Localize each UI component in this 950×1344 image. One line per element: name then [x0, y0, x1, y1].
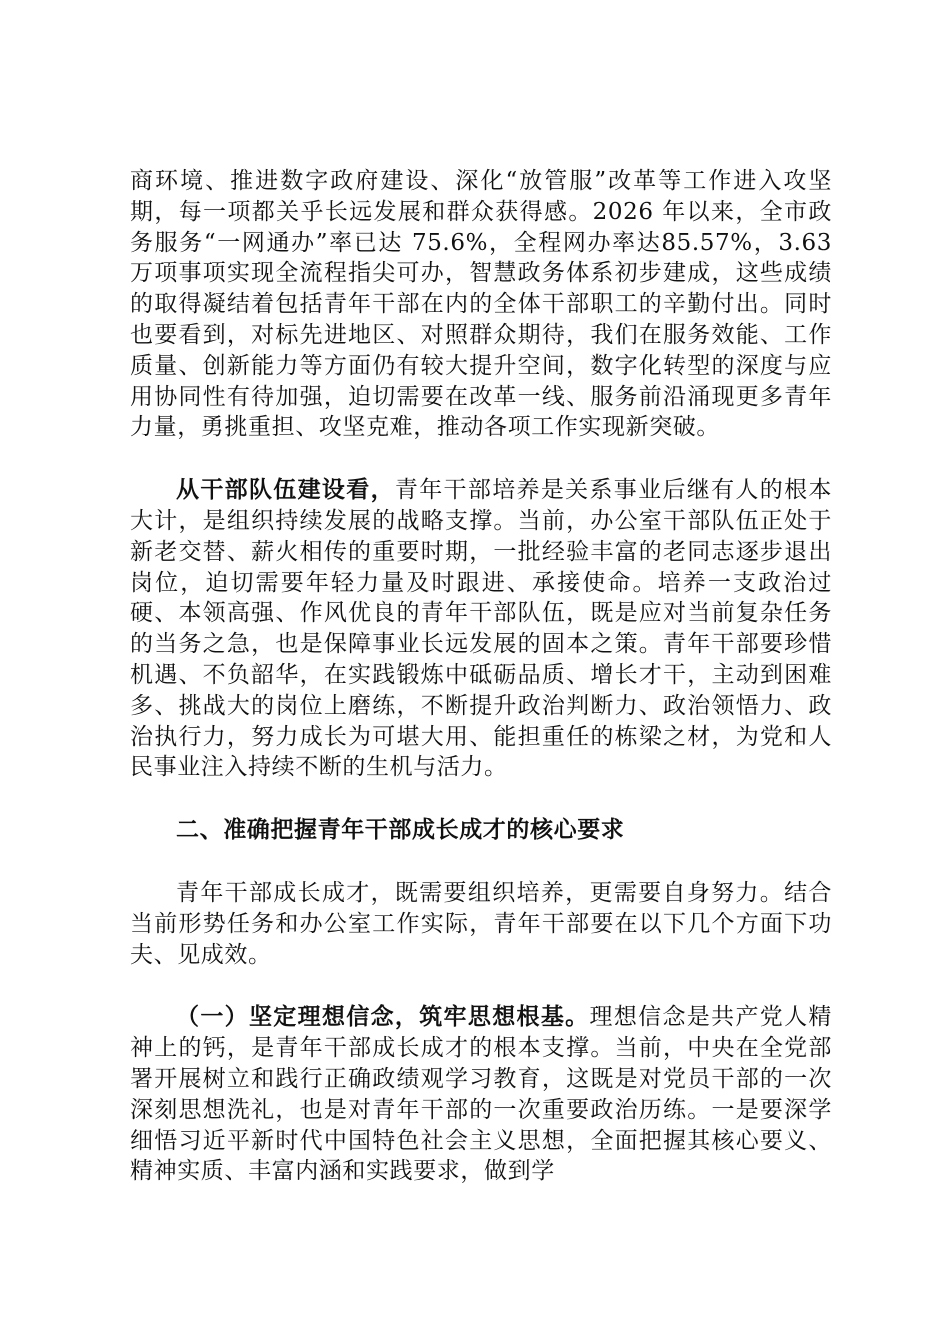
- paragraph-body: 理想信念是共产党人精神上的钙，是青年干部成长成才的根本支撑。当前，中央在全党部署开展树立和践行正确政绩观学习教育，这既是对党员干部的一次深刻思想洗礼，也是对青年干部的一次重要政治历练。一是要深学细悟习近平新时代中国特色社会主义思想，全面把握其核心要义、精神实质、丰富内涵和实践要求，做到学: [130, 1004, 833, 1185]
- paragraph-gap: [130, 970, 832, 1002]
- section-heading: 二、准确把握青年干部成长成才的核心要求: [176, 816, 625, 844]
- paragraph-lead-bold: 从干部队伍建设看，: [176, 476, 395, 504]
- paragraph-gap: [130, 443, 832, 475]
- paragraph-cadre-team: [130, 475, 832, 783]
- subsection-heading-bold: （一）坚定理想信念，筑牢思想根基。: [176, 1003, 590, 1031]
- paragraph-body: 青年干部培养是关系事业后继有人的根本大计，是组织持续发展的战略支撑。当前，办公室干部队伍正处于新老交替、薪火相传的重要时期，一批经验丰富的老同志逐步退出岗位，迫切需要年轻力量及时跟进、承接使命。培养一支政治过硬、本领高强、作风优良的青年干部队伍，既是应对当前复杂任务的当务之急，也是保障事业长远发展的固本之策。青年干部要珍惜机遇、不负韶华，在实践锻炼中砥砺品质、增长才干，主动到困难多、挑战大的岗位上磨练，不断提升政治判断力、政治领悟力、政治执行力，努力成长为可堪大用、能担重任的栋梁之材，为党和人民事业注入持续不断的生机与活力。: [130, 477, 832, 781]
- document-body: [130, 166, 832, 1187]
- paragraph-gap: [130, 783, 832, 815]
- paragraph-intro: 青年干部成长成才，既需要组织培养，更需要自身努力。结合当前形势任务和办公室工作实际，青年干部要在以下几个方面下功夫、见成效。: [130, 879, 832, 968]
- paragraph-ideals: [130, 1002, 832, 1187]
- paragraph-gap: [130, 846, 832, 878]
- paragraph-continuation: 商环境、推进数字政府建设、深化“放管服”改革等工作进入攻坚期，每一项都关乎长远发展和群众获得感。2026 年以来，全市政务服务“一网通办”率已达 75.6%，全程网办率达85.57%，3.63 万项事项实现全流程指尖可办，智慧政务体系初步建成，这些成绩的取得凝结着包括青年干部在内的全体干部职工的辛勤付出。同时也要看到，对标先进地区、对照群众期待，我们在服务效能、工作质量、创新能力等方面仍有较大提升空间，数字化转型的深度与应用协同性有待加强，迫切需要在改革一线、服务前沿涌现更多青年力量，勇挑重担、攻坚克难，推动各项工作实现新突破。: [130, 168, 832, 441]
